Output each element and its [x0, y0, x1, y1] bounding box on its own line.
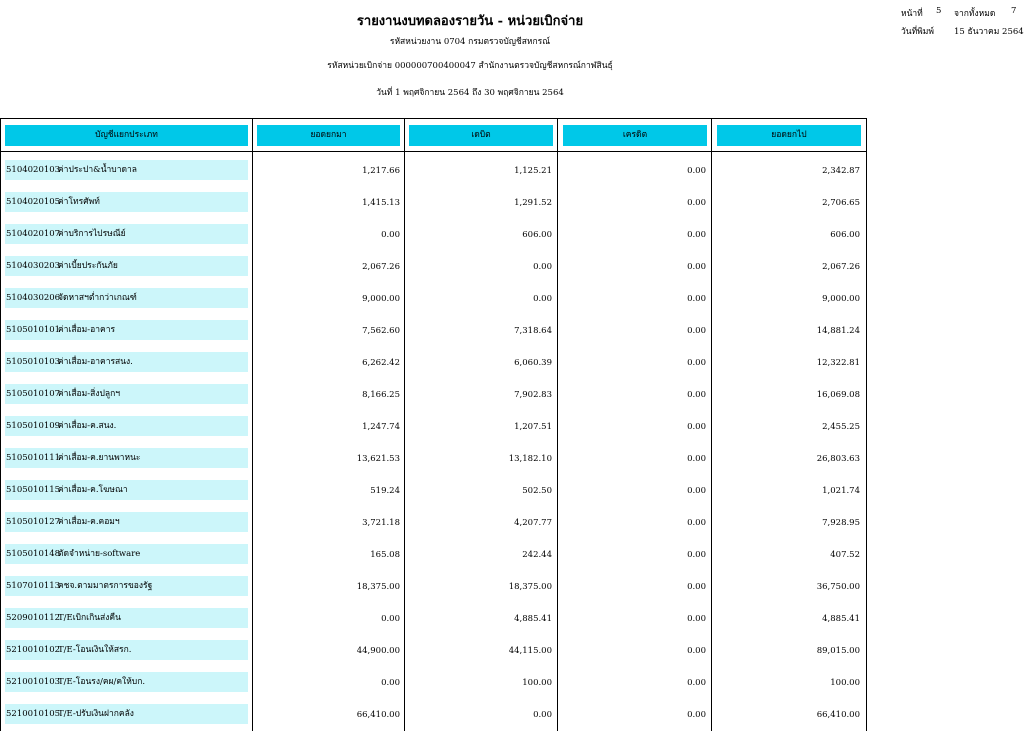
account-code: 5210010102: [6, 645, 61, 655]
credit-amount: 0.00: [687, 230, 706, 240]
account-code: 5107010113: [6, 581, 61, 591]
agency-line: รหัสหน่วยงาน 0704 กรมตรวจบัญชีสหกรณ์: [389, 37, 551, 47]
opening-amount: 519.24: [370, 486, 400, 496]
account-name: T/E-โอนเงินให้สรก.: [58, 645, 132, 655]
credit-amount: 0.00: [687, 294, 706, 304]
debit-amount: 502.50: [522, 486, 552, 496]
closing-amount: 2,067.26: [822, 262, 860, 272]
closing-amount: 4,885.41: [822, 614, 860, 624]
table-row: [0, 640, 866, 662]
table-row: [0, 320, 866, 342]
credit-amount: 0.00: [687, 486, 706, 496]
opening-amount: 66,410.00: [356, 710, 400, 720]
col-header-closing: ยอดยกไป: [717, 125, 861, 146]
table-row: [0, 512, 866, 534]
trial-balance-table: [0, 118, 867, 731]
page-number: 5: [936, 6, 942, 16]
account-code: 5105010101: [6, 325, 61, 335]
col-header-opening: ยอดยกมา: [257, 125, 400, 146]
account-name: ค่าเสื่อม-ค.ยานพาหนะ: [58, 453, 141, 463]
account-code: 5105010107: [6, 389, 61, 399]
closing-amount: 16,069.08: [816, 390, 860, 400]
account-name: ค่าเสื่อม-ค.สนง.: [58, 421, 117, 431]
total-pages: 7: [1011, 6, 1017, 16]
account-cell: [5, 672, 248, 692]
account-code: 5105010109: [6, 421, 61, 431]
account-cell: [5, 608, 248, 628]
disbursement-unit-line: รหัสหน่วยเบิกจ่าย 000000700400047 สำนักงานตรวจบัญชีสหกรณ์กาฬสินธุ์: [327, 61, 613, 71]
table-row: [0, 416, 866, 438]
account-cell: [5, 352, 248, 372]
credit-amount: 0.00: [687, 582, 706, 592]
table-row: [0, 192, 866, 214]
table-row: [0, 448, 866, 470]
table-row: [0, 384, 866, 406]
closing-amount: 407.52: [830, 550, 860, 560]
debit-amount: 4,207.77: [514, 518, 552, 528]
opening-amount: 1,415.13: [362, 198, 400, 208]
opening-amount: 0.00: [381, 678, 400, 688]
account-code: 5209010112: [6, 613, 61, 623]
account-cell: [5, 704, 248, 724]
account-code: 5210010103: [6, 677, 61, 687]
account-cell: [5, 160, 248, 180]
closing-amount: 36,750.00: [816, 582, 860, 592]
opening-amount: 3,721.18: [362, 518, 400, 528]
credit-amount: 0.00: [687, 390, 706, 400]
account-cell: [5, 640, 248, 660]
account-name: จัดหาสฯต่ำกว่าเกณฑ์: [58, 293, 137, 303]
table-row: [0, 576, 866, 598]
opening-amount: 7,562.60: [362, 326, 400, 336]
account-cell: [5, 544, 248, 564]
debit-amount: 0.00: [533, 262, 552, 272]
account-cell: [5, 576, 248, 596]
credit-amount: 0.00: [687, 518, 706, 528]
account-cell: [5, 224, 248, 244]
closing-amount: 2,706.65: [822, 198, 860, 208]
account-name: ค่าเสื่อม-ค.โฆษณา: [58, 485, 128, 495]
table-row: [0, 672, 866, 694]
debit-amount: 1,125.21: [514, 166, 552, 176]
account-code: 5104030206: [6, 293, 61, 303]
account-code: 5105010127: [6, 517, 61, 527]
debit-amount: 18,375.00: [508, 582, 552, 592]
account-code: 5104020103: [6, 165, 61, 175]
debit-amount: 44,115.00: [508, 646, 552, 656]
opening-amount: 6,262.42: [362, 358, 400, 368]
debit-amount: 1,207.51: [514, 422, 552, 432]
report-title: รายงานงบทดลองรายวัน - หน่วยเบิกจ่าย: [356, 14, 584, 29]
credit-amount: 0.00: [687, 454, 706, 464]
closing-amount: 66,410.00: [816, 710, 860, 720]
account-code: 5210010105: [6, 709, 61, 719]
period-line: วันที่ 1 พฤศจิกายน 2564 ถึง 30 พฤศจิกายน 2564: [376, 88, 564, 98]
opening-amount: 8,166.25: [362, 390, 400, 400]
closing-amount: 7,928.95: [822, 518, 860, 528]
account-name: ค่าเสื่อม-อาคารสนง.: [58, 357, 133, 367]
closing-amount: 12,322.81: [816, 358, 860, 368]
closing-amount: 14,881.24: [816, 326, 860, 336]
table-row: [0, 288, 866, 310]
account-cell: [5, 320, 248, 340]
credit-amount: 0.00: [687, 358, 706, 368]
credit-amount: 0.00: [687, 614, 706, 624]
opening-amount: 18,375.00: [356, 582, 400, 592]
account-name: T/Eเบิกเกินส่งคืน: [58, 613, 121, 623]
opening-amount: 2,067.26: [362, 262, 400, 272]
account-code: 5104020105: [6, 197, 61, 207]
account-name: ค่าเบี้ยประกันภัย: [58, 261, 118, 271]
debit-amount: 13,182.10: [508, 454, 552, 464]
credit-amount: 0.00: [687, 166, 706, 176]
credit-amount: 0.00: [687, 326, 706, 336]
credit-amount: 0.00: [687, 678, 706, 688]
page-label: หน้าที่: [901, 9, 923, 19]
debit-amount: 100.00: [522, 678, 552, 688]
opening-amount: 9,000.00: [362, 294, 400, 304]
table-row: [0, 480, 866, 502]
debit-amount: 1,291.52: [514, 198, 552, 208]
debit-amount: 242.44: [522, 550, 552, 560]
credit-amount: 0.00: [687, 550, 706, 560]
account-name: ค่าโทรศัพท์: [58, 197, 100, 207]
debit-amount: 0.00: [533, 710, 552, 720]
col-header-account: บัญชีแยกประเภท: [5, 125, 248, 146]
opening-amount: 44,900.00: [356, 646, 400, 656]
closing-amount: 1,021.74: [822, 486, 860, 496]
table-row: [0, 704, 866, 726]
total-pages-label: จากทั้งหมด: [954, 9, 996, 19]
opening-amount: 1,217.66: [362, 166, 400, 176]
closing-amount: 2,342.87: [822, 166, 860, 176]
opening-amount: 13,621.53: [356, 454, 400, 464]
account-cell: [5, 384, 248, 404]
account-cell: [5, 256, 248, 276]
account-cell: [5, 288, 248, 308]
account-name: ค่าเสื่อม-ค.คอมฯ: [58, 517, 120, 527]
debit-amount: 7,318.64: [514, 326, 552, 336]
account-name: คชจ.ตามมาตรการของรัฐ: [58, 581, 153, 591]
closing-amount: 100.00: [830, 678, 860, 688]
opening-amount: 1,247.74: [362, 422, 400, 432]
account-cell: [5, 480, 248, 500]
closing-amount: 2,455.25: [822, 422, 860, 432]
closing-amount: 9,000.00: [822, 294, 860, 304]
account-name: ตัดจำหน่าย-software: [58, 549, 141, 559]
table-row: [0, 608, 866, 630]
table-row: [0, 224, 866, 246]
account-code: 5105010103: [6, 357, 61, 367]
credit-amount: 0.00: [687, 646, 706, 656]
debit-amount: 0.00: [533, 294, 552, 304]
account-cell: [5, 416, 248, 436]
credit-amount: 0.00: [687, 198, 706, 208]
credit-amount: 0.00: [687, 262, 706, 272]
closing-amount: 606.00: [830, 230, 860, 240]
account-cell: [5, 448, 248, 468]
closing-amount: 26,803.63: [816, 454, 860, 464]
debit-amount: 606.00: [522, 230, 552, 240]
account-code: 5105010111: [6, 453, 61, 463]
debit-amount: 7,902.83: [514, 390, 552, 400]
table-row: [0, 544, 866, 566]
closing-amount: 89,015.00: [816, 646, 860, 656]
account-name: T/E-โอนรง/คผ/คให้บก.: [58, 677, 146, 687]
account-name: ค่าประปา&น้ำบาดาล: [58, 165, 137, 175]
debit-amount: 6,060.39: [514, 358, 552, 368]
table-row: [0, 352, 866, 374]
table-row: [0, 256, 866, 278]
opening-amount: 165.08: [370, 550, 400, 560]
credit-amount: 0.00: [687, 710, 706, 720]
debit-amount: 4,885.41: [514, 614, 552, 624]
opening-amount: 0.00: [381, 614, 400, 624]
account-name: ค่าเสื่อม-อาคาร: [58, 325, 116, 335]
print-date-label: วันที่พิมพ์: [901, 27, 934, 37]
account-code: 5105010115: [6, 485, 61, 495]
opening-amount: 0.00: [381, 230, 400, 240]
account-cell: [5, 512, 248, 532]
col-header-credit: เครดิต: [563, 125, 707, 146]
account-name: T/E-ปรับเงินฝากคลัง: [58, 709, 134, 719]
account-code: 5104030203: [6, 261, 61, 271]
account-code: 5104020107: [6, 229, 61, 239]
account-code: 5105010148: [6, 549, 61, 559]
account-name: ค่าเสื่อม-สิ่งปลูกฯ: [58, 389, 120, 399]
account-cell: [5, 192, 248, 212]
table-row: [0, 160, 866, 182]
print-date: 15 ธันวาคม 2564: [954, 27, 1024, 37]
credit-amount: 0.00: [687, 422, 706, 432]
col-header-debit: เดบิต: [409, 125, 553, 146]
account-name: ค่าบริการไปรษณีย์: [58, 229, 126, 239]
